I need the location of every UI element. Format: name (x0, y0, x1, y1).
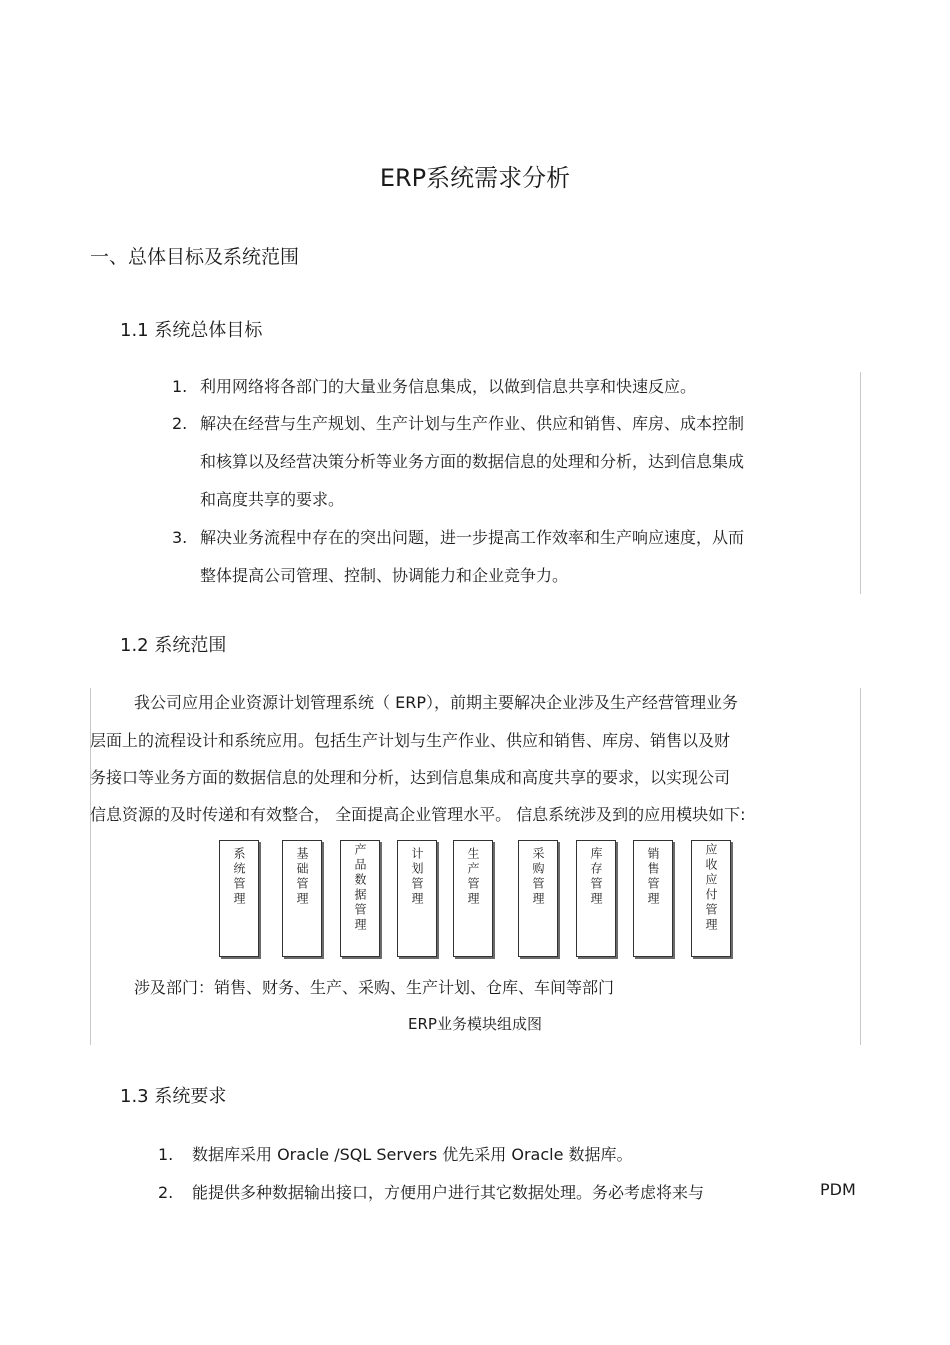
subsection-heading-1-2: 1.2 系统范围 (120, 635, 227, 656)
goal-item-2-line-3: 和高度共享的要求。 (200, 490, 345, 509)
goal-item-2: 2. 解决在经营与生产规划、生产计划与生产作业、供应和销售、库房、成本控制 (172, 414, 745, 433)
subsection-heading-1-3: 1.3 系统要求 (120, 1086, 227, 1107)
requirement-item-2: 2. 能提供多种数据输出接口，方便用户进行其它数据处理。务必考虑将来与 (158, 1183, 705, 1202)
goal-item-3: 3. 解决业务流程中存在的突出问题，进一步提高工作效率和生产响应速度，从而 (172, 528, 745, 547)
scope-paragraph-line-4: 信息资源的及时传递和有效整合， 全面提高企业管理水平。 信息系统涉及到的应用模块如下: (90, 805, 746, 824)
requirement-item-1: 1. 数据库采用 Oracle /SQL Servers 优先采用 Oracle 数据库。 (158, 1145, 633, 1164)
module-box: 生产管理 (453, 840, 493, 957)
module-box: 基础管理 (282, 840, 322, 957)
scope-paragraph-line-2: 层面上的流程设计和系统应用。包括生产计划与生产作业、供应和销售、库房、销售以及财 (90, 731, 731, 750)
departments-text: 涉及部门：销售、财务、生产、采购、生产计划、仓库、车间等部门 (134, 978, 615, 997)
module-box: 销售管理 (633, 840, 673, 957)
section-heading-1: 一、总体目标及系统范围 (90, 246, 300, 268)
goal-item-1: 1. 利用网络将各部门的大量业务信息集成，以做到信息共享和快速反应。 (172, 377, 697, 396)
module-box: 采购管理 (518, 840, 558, 957)
module-box: 产品数据管理 (340, 840, 380, 957)
scope-paragraph-line-3: 务接口等业务方面的数据信息的处理和分析，达到信息集成和高度共享的要求，以实现公司 (90, 768, 731, 787)
subsection-heading-1-1: 1.1 系统总体目标 (120, 320, 263, 341)
module-box: 系统管理 (219, 840, 259, 957)
scope-paragraph-line-1: 我公司应用企业资源计划管理系统（ ERP），前期主要解决企业涉及生产经营管理业务 (134, 693, 738, 712)
module-box: 应收应付管理 (691, 840, 731, 957)
goal-item-3-line-2: 整体提高公司管理、控制、协调能力和企业竞争力。 (200, 566, 569, 585)
module-box: 计划管理 (397, 840, 437, 957)
goal-item-2-line-2: 和核算以及经营决策分析等业务方面的数据信息的处理和分析，达到信息集成 (200, 452, 745, 471)
figure-caption: ERP业务模块组成图 (408, 1015, 542, 1033)
frame-line-right (860, 688, 861, 1045)
document-title: ERP系统需求分析 (379, 164, 571, 192)
requirement-item-2-tail: PDM (820, 1180, 856, 1199)
frame-line (860, 372, 861, 594)
module-box: 库存管理 (576, 840, 616, 957)
